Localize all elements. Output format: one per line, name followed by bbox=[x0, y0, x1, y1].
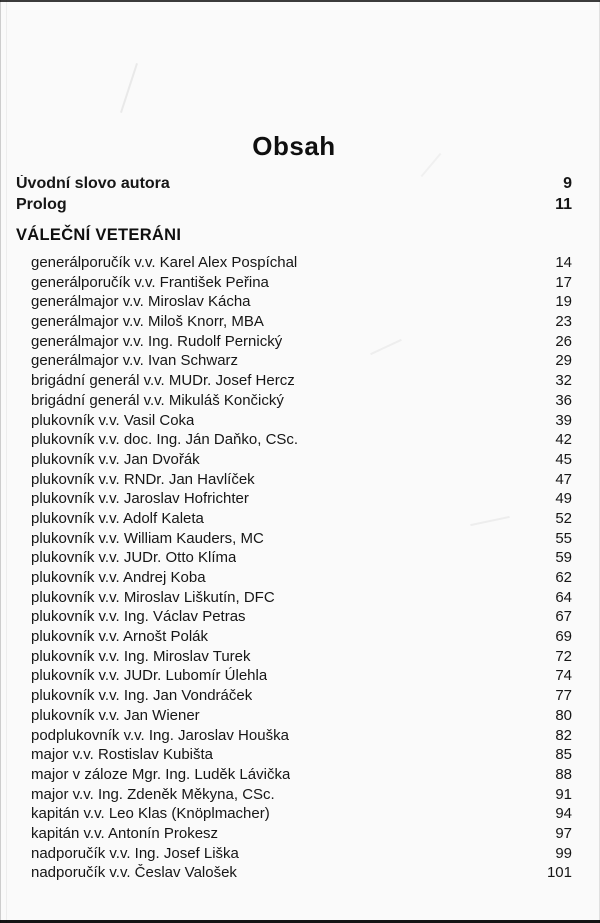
toc-entry-page: 55 bbox=[555, 529, 572, 547]
toc-entry-label: generálporučík v.v. Karel Alex Pospíchal bbox=[31, 254, 298, 271]
toc-entry-row bbox=[31, 510, 572, 530]
toc-entry-page: 11 bbox=[555, 195, 572, 213]
toc-entry-label: plukovník v.v. RNDr. Jan Havlíček bbox=[31, 470, 255, 488]
toc-entry-page: 26 bbox=[555, 332, 572, 350]
toc-entry-label: kapitán v.v. Antonín Prokesz bbox=[31, 824, 219, 842]
toc-entry-label: plukovník v.v. Jan Wiener bbox=[31, 706, 200, 724]
toc-entry-label: plukovník v.v. Jaroslav Hofrichter bbox=[31, 490, 249, 508]
toc-entry-row bbox=[31, 530, 572, 550]
toc-entry-row bbox=[31, 549, 572, 569]
toc-entry-row bbox=[31, 628, 572, 648]
toc-entry-row bbox=[31, 392, 572, 412]
toc-entry-page: 29 bbox=[555, 352, 572, 370]
toc-entry-label: brigádní generál v.v. Mikuláš Končický bbox=[31, 391, 284, 409]
toc-entry-label: plukovník v.v. Ing. Jan Vondráček bbox=[31, 687, 253, 705]
toc-entry-row bbox=[31, 412, 572, 432]
toc-entry-page: 69 bbox=[555, 628, 572, 646]
toc-entry-row bbox=[31, 825, 572, 845]
toc-entry-page: 62 bbox=[555, 569, 572, 586]
toc-entry-row bbox=[31, 471, 572, 491]
toc-entry-label: plukovník v.v. Miroslav Liškutín, DFC bbox=[31, 588, 275, 606]
toc-entry-row bbox=[16, 175, 572, 196]
toc-entry-page: 97 bbox=[555, 824, 572, 842]
toc-entry-label: plukovník v.v. JUDr. Otto Klíma bbox=[31, 549, 237, 567]
toc-entry-label: nadporučík v.v. Česlav Valošek bbox=[31, 864, 237, 882]
toc-entry-label: plukovník v.v. Ing. Miroslav Turek bbox=[31, 647, 251, 665]
toc-entry-page: 59 bbox=[555, 549, 572, 567]
toc-entry-page: 80 bbox=[555, 706, 572, 724]
toc-entry-row bbox=[31, 333, 572, 353]
toc-entry-row bbox=[31, 274, 572, 294]
scan-edge-left bbox=[0, 0, 1, 923]
toc-entry-page: 99 bbox=[555, 844, 572, 862]
toc-entry-label: kapitán v.v. Leo Klas (Knöplmacher) bbox=[31, 805, 270, 823]
toc-entry-label: major v.v. Rostislav Kubišta bbox=[31, 746, 213, 764]
scan-edge-top bbox=[0, 0, 600, 2]
toc-entry-page: 101 bbox=[546, 864, 572, 882]
toc-entry-row bbox=[31, 766, 572, 786]
toc-entry-label: Prolog bbox=[16, 195, 67, 213]
toc-entry-label: generálporučík v.v. František Peřina bbox=[31, 273, 269, 291]
toc-entry-label: plukovník v.v. doc. Ing. Ján Daňko, CSc. bbox=[31, 431, 299, 449]
toc-entry-page: 64 bbox=[555, 588, 572, 606]
toc-entry-label: plukovník v.v. Andrej Koba bbox=[31, 569, 206, 586]
toc-entry-label: Úvodní slovo autora bbox=[16, 175, 170, 192]
toc-entry-row bbox=[31, 864, 572, 884]
toc-entry-page: 39 bbox=[555, 411, 572, 429]
toc-entry-row bbox=[31, 805, 572, 825]
toc-entry-page: 47 bbox=[555, 470, 572, 488]
toc-entry-page: 32 bbox=[555, 372, 572, 390]
toc-entry-label: generálmajor v.v. Ivan Schwarz bbox=[31, 352, 239, 370]
toc-entry-label: plukovník v.v. JUDr. Lubomír Úlehla bbox=[31, 667, 268, 685]
scan-edge-left-inner bbox=[6, 0, 7, 923]
toc-entry-row bbox=[31, 569, 572, 589]
toc-entry-row bbox=[31, 707, 572, 727]
toc-entry-row bbox=[31, 845, 572, 865]
toc-entry-row bbox=[31, 667, 572, 687]
front-matter bbox=[16, 175, 572, 216]
toc-entry-row bbox=[31, 451, 572, 471]
toc-entry-row bbox=[31, 648, 572, 668]
toc-entries bbox=[31, 254, 572, 884]
toc-entry-row bbox=[31, 254, 572, 274]
toc-entry-page: 94 bbox=[555, 805, 572, 823]
toc-entry-label: generálmajor v.v. Miroslav Kácha bbox=[31, 293, 251, 311]
toc-entry-page: 52 bbox=[555, 509, 572, 527]
toc-entry-page: 91 bbox=[555, 785, 572, 803]
toc-entry-page: 14 bbox=[555, 254, 572, 271]
toc-entry-page: 36 bbox=[555, 391, 572, 409]
toc-entry-row bbox=[31, 431, 572, 451]
toc-entry-label: plukovník v.v. Ing. Václav Petras bbox=[31, 608, 246, 626]
toc-entry-row bbox=[31, 727, 572, 747]
toc-entry-label: brigádní generál v.v. MUDr. Josef Hercz bbox=[31, 372, 295, 390]
toc-entry-page: 17 bbox=[555, 273, 572, 291]
toc-entry-page: 49 bbox=[555, 490, 572, 508]
toc-entry-row bbox=[31, 490, 572, 510]
toc-entry-page: 85 bbox=[555, 746, 572, 764]
scan-artifact bbox=[120, 63, 138, 113]
toc-entry-page: 74 bbox=[555, 667, 572, 685]
toc-entry-page: 82 bbox=[555, 726, 572, 744]
toc-entry-row bbox=[31, 746, 572, 766]
toc-entry-label: major v.v. Ing. Zdeněk Měkyna, CSc. bbox=[31, 785, 275, 803]
toc-entry-label: nadporučík v.v. Ing. Josef Liška bbox=[31, 844, 239, 862]
toc-entry-page: 9 bbox=[563, 175, 572, 192]
toc-entry-row bbox=[31, 608, 572, 628]
toc-entry-row bbox=[31, 589, 572, 609]
toc-entry-row bbox=[31, 687, 572, 707]
toc-entry-page: 67 bbox=[555, 608, 572, 626]
toc-entry-page: 72 bbox=[555, 647, 572, 665]
section-heading: VÁLEČNÍ VETERÁNI bbox=[16, 226, 182, 244]
toc-entry-label: plukovník v.v. Adolf Kaleta bbox=[31, 509, 204, 527]
toc-entry-row bbox=[31, 352, 572, 372]
toc-entry-label: generálmajor v.v. Miloš Knorr, MBA bbox=[31, 313, 264, 331]
page-title: Obsah bbox=[252, 131, 336, 161]
toc-entry-row bbox=[31, 372, 572, 392]
toc-entry-row bbox=[16, 196, 572, 217]
toc-entry-label: plukovník v.v. William Kauders, MC bbox=[31, 529, 264, 547]
toc-entry-page: 88 bbox=[555, 765, 572, 783]
toc-entry-label: plukovník v.v. Vasil Coka bbox=[31, 411, 195, 429]
toc-entry-row bbox=[31, 313, 572, 333]
toc-entry-row bbox=[31, 786, 572, 806]
toc-entry-label: podplukovník v.v. Ing. Jaroslav Houška bbox=[31, 726, 289, 744]
toc-entry-label: plukovník v.v. Arnošt Polák bbox=[31, 628, 209, 646]
toc-entry-page: 45 bbox=[555, 450, 572, 468]
toc-entry-page: 19 bbox=[555, 293, 572, 311]
toc-entry-page: 77 bbox=[555, 687, 572, 705]
toc-entry-label: generálmajor v.v. Ing. Rudolf Pernický bbox=[31, 332, 283, 350]
toc-entry-label: major v záloze Mgr. Ing. Luděk Lávička bbox=[31, 765, 291, 783]
toc-entry-label: plukovník v.v. Jan Dvořák bbox=[31, 450, 200, 468]
toc-entry-row bbox=[31, 293, 572, 313]
toc-entry-page: 23 bbox=[555, 313, 572, 331]
toc-entry-page: 42 bbox=[555, 431, 572, 449]
